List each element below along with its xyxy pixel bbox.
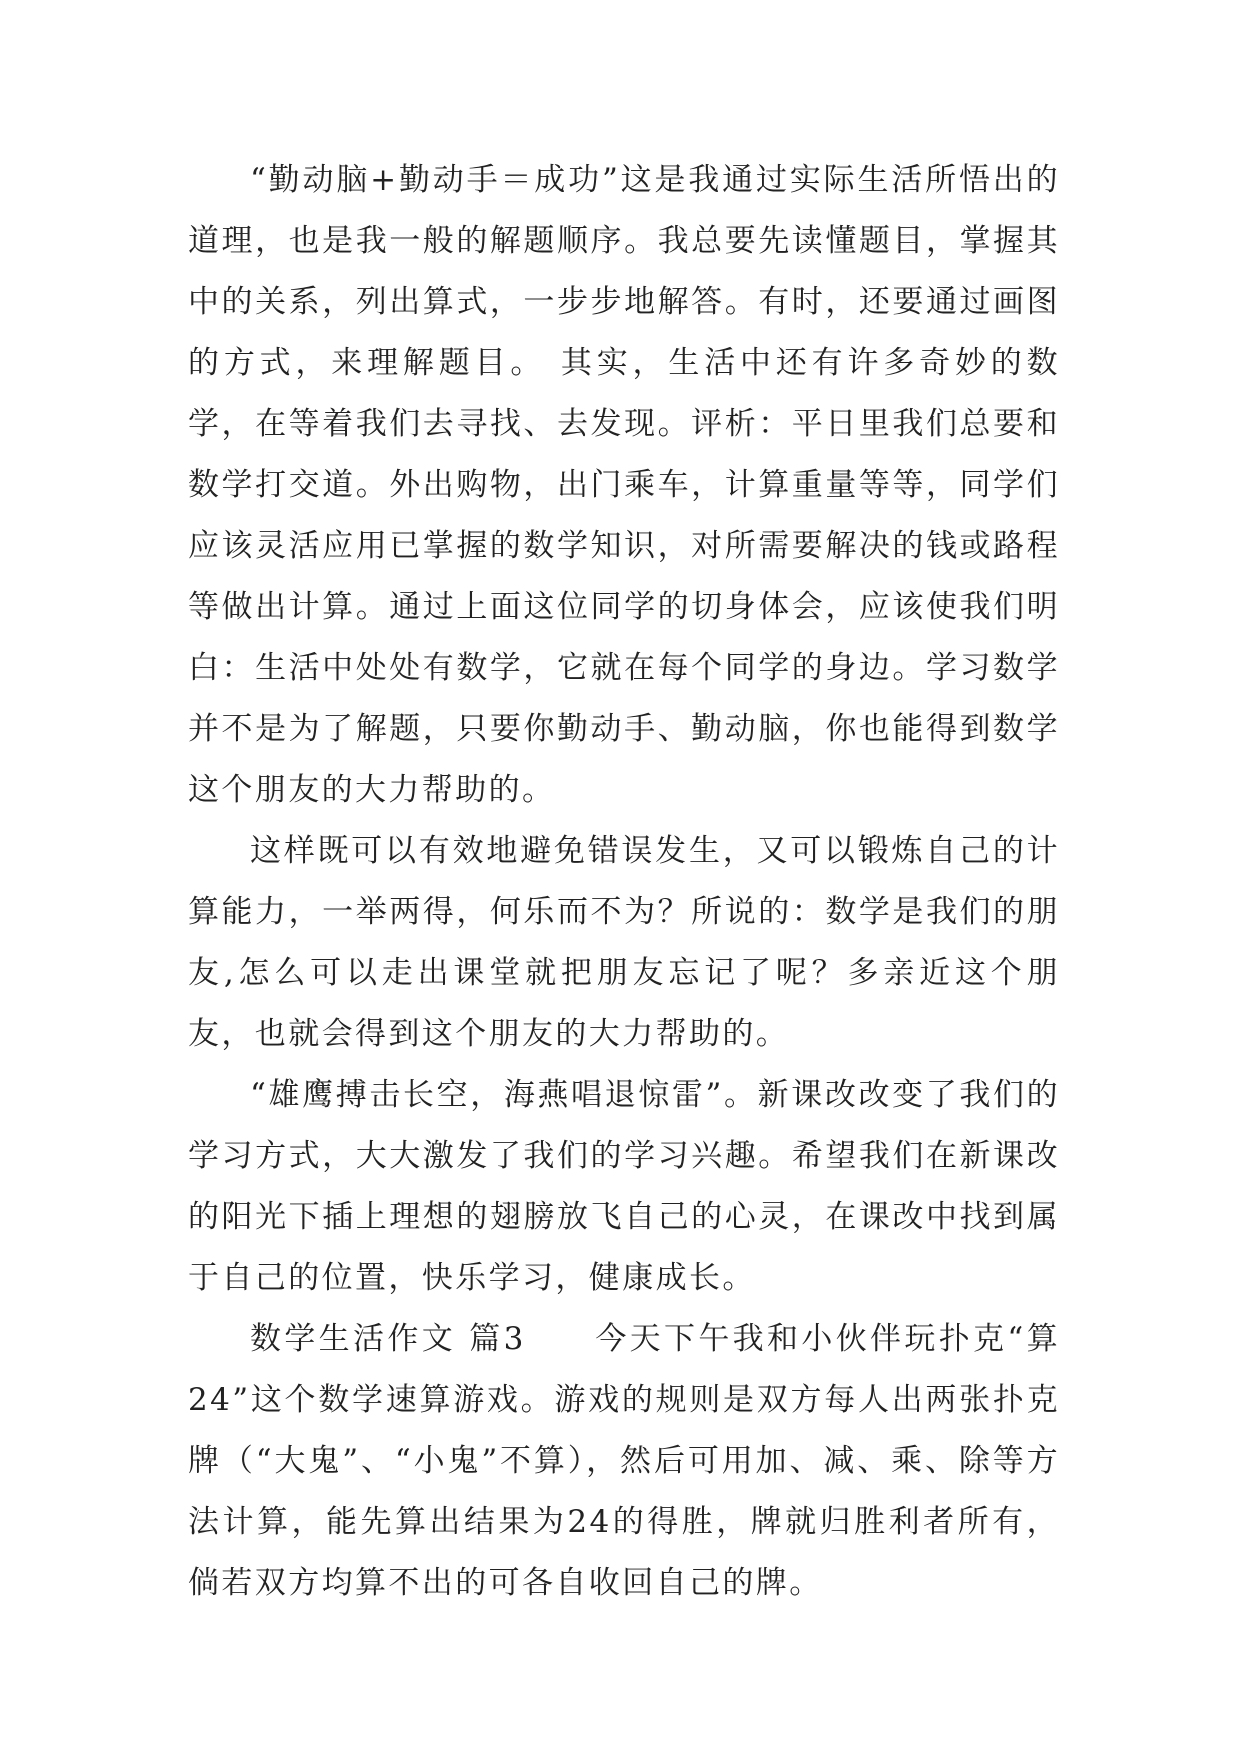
paragraph-1: “勤动脑+勤动手＝成功”这是我通过实际生活所悟出的道理，也是我一般的解题顺序。我总要先读懂题目，掌握其中的关系，列出算式，一步步地解答。有时，还要通过画图的方式，来理解题目。 其实，生活中还有许多奇妙的数学，在等着我们去寻找、去发现。评析：平日里我们总要和数学打交道。外出购物，出门乘车，计算重量等等，同学们应该灵活应用已掌握的数学知识，对所需要解决的钱或路程等做出计算。通过上面这位同学的切身体会，应该使我们明白：生活中处处有数学，它就在每个同学的身边。学习数学并不是为了解题，只要你勤动手、勤动脑，你也能得到数学这个朋友的大力帮助的。: [188, 162, 1060, 808]
paragraph-2: 这样既可以有效地避免错误发生，又可以锻炼自己的计算能力，一举两得，何乐而不为？所说的：数学是我们的朋友,怎么可以走出课堂就把朋友忘记了呢？多亲近这个朋友，也就会得到这个朋友的大力帮助的。: [188, 833, 1060, 1052]
document-body: [188, 150, 1060, 1614]
paragraph-4: 数学生活作文 篇3 今天下午我和小伙伴玩扑克“算24”这个数学速算游戏。游戏的规则是双方每人出两张扑克牌（“大鬼”、“小鬼”不算），然后可用加、减、乘、除等方法计算，能先算出结果为24的得胜，牌就归胜利者所有，倘若双方均算不出的可各自收回自己的牌。: [188, 1321, 1060, 1601]
paragraph-3: “雄鹰搏击长空，海燕唱退惊雷”。新课改改变了我们的学习方式，大大激发了我们的学习兴趣。希望我们在新课改的阳光下插上理想的翅膀放飞自己的心灵，在课改中找到属于自己的位置，快乐学习，健康成长。: [188, 1077, 1060, 1296]
